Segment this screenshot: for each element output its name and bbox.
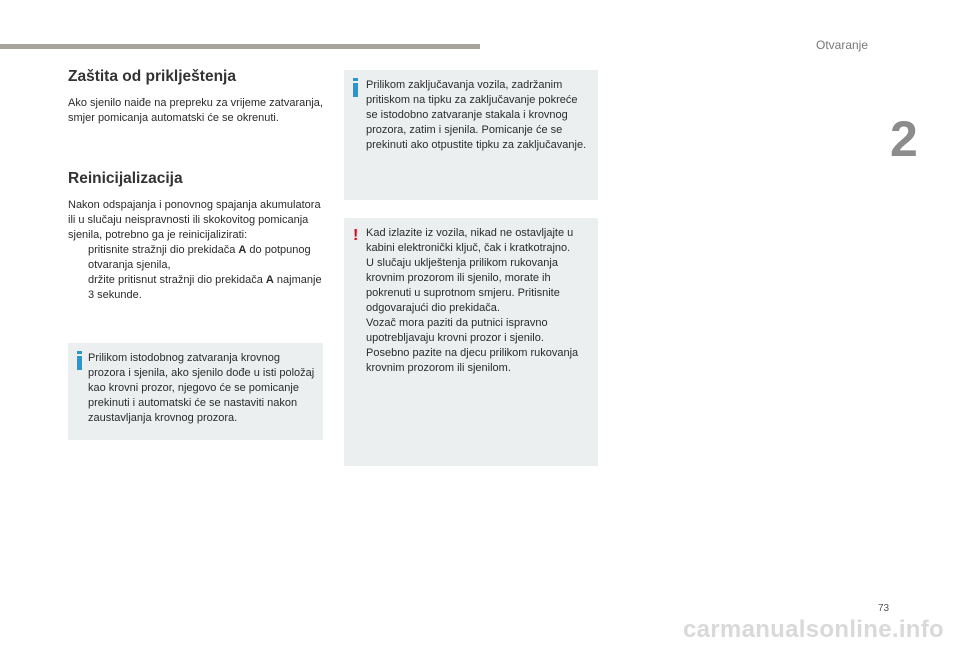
right-column (344, 70, 598, 466)
header-rule (0, 44, 480, 49)
anti-pinch-body: Ako sjenilo naiđe na prepreku za vrijeme zatvaranja, smjer pomicanja automatski će se okrenuti. (68, 97, 323, 124)
reinitialisation-intro: Nakon odspajanja i ponovnog spajanja akumulatora ili u slučaju neispravnosti ili skokovitog pomicanja sjenila, potrebno ga je reinicijalizirati: (68, 199, 321, 241)
section-title-reinitialisation: Reinicijalizacija (68, 170, 183, 187)
bullet-icon (68, 243, 88, 273)
info-note-text: Prilikom zaključavanja vozila, zadržanim pritiskom na tipku za zaključavanje pokreće se istodobno zatvaranje stakala i krovnog prozora, zatim i sjenila. Pomicanje će se prekinuti ako otpustite tipku za zaključavanje. (366, 79, 587, 151)
left-column (68, 68, 324, 440)
chapter-number: 2 (890, 111, 918, 167)
info-icon (353, 78, 358, 81)
section-title-anti-pinch: Zaštita od priklještenja (68, 68, 236, 85)
bullet-text: pritisnite stražnji dio prekidača A do potpunog otvaranja sjenila, (88, 244, 311, 271)
warning-text-pinch: U slučaju uklještenja prilikom rukovanja krovnim prozorom ili sjenilo, morate ih pokrenuti u suprotnom smjeru. Pritisnite odgovarajući dio prekidača. (366, 257, 560, 314)
warning-text-driver: Vozač mora paziti da putnici ispravno upotrebljavaju krovni prozor i sjenilo. Posebno pazite na djecu prilikom rukovanja krovnim prozorom ili sjenilom. (366, 317, 579, 374)
chapter-name: Otvaranje (816, 38, 869, 52)
list-item (68, 273, 324, 303)
warning-icon: ! (353, 227, 359, 244)
page-number: 73 (878, 603, 890, 614)
bullet-icon (68, 273, 88, 303)
info-note-simultaneous-closing (68, 343, 323, 440)
warning-note (344, 218, 598, 466)
info-note-locking (344, 70, 598, 200)
watermark: carmanualsonline.info (683, 616, 945, 643)
list-item (68, 243, 324, 273)
info-note-text: Prilikom istodobnog zatvaranja krovnog prozora i sjenila, ako sjenilo dođe u isti položaj kao krovni prozor, njegovo će se pomicanje prekinuti i automatski će se nastaviti nakon zaustavljanja krovnog prozora. (88, 352, 315, 424)
bullet-text: držite pritisnut stražnji dio prekidača A najmanje 3 sekunde. (88, 274, 322, 301)
warning-text-key: Kad izlazite iz vozila, nikad ne ostavljajte u kabini elektronički ključ, čak i kratkotrajno. (366, 227, 574, 254)
info-icon (77, 351, 82, 354)
